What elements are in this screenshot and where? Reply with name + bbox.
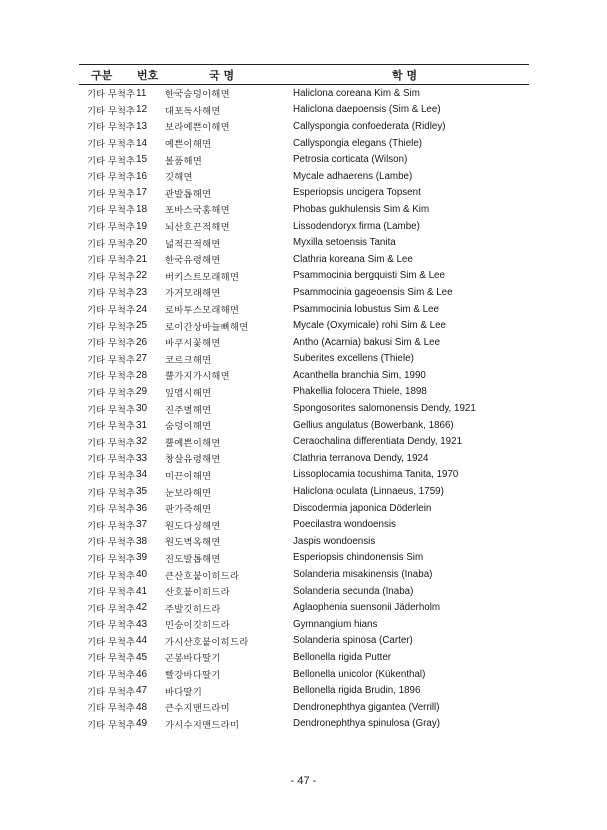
table-row <box>79 85 529 102</box>
korean-name-cell: 큰산호붙이히드라 <box>165 570 240 582</box>
category-cell: 기타 무척추 <box>87 305 135 317</box>
number-cell: 49 <box>136 718 148 730</box>
category-cell: 기타 무척추 <box>87 139 135 151</box>
number-cell: 31 <box>136 419 148 431</box>
number-cell: 33 <box>136 452 148 464</box>
korean-name-cell: 로이간상바늘뼈해면 <box>165 321 249 333</box>
category-cell: 기타 무척추 <box>87 520 135 532</box>
number-cell: 14 <box>136 137 148 149</box>
scientific-name-cell: Poecilastra wondoensis <box>293 519 396 531</box>
number-cell: 38 <box>136 535 148 547</box>
table-row <box>79 234 529 251</box>
category-cell: 기타 무척추 <box>87 288 135 300</box>
table-row <box>79 218 529 235</box>
scientific-name-cell: Gymnangium hians <box>293 618 378 630</box>
table-row <box>79 201 529 218</box>
scientific-name-cell: Clathria terranova Dendy, 1924 <box>293 452 429 464</box>
scientific-name-cell: Gellius angulatus (Bowerbank, 1866) <box>293 419 454 431</box>
korean-name-cell: 뇌산호끈적해면 <box>165 222 230 234</box>
table-row <box>79 467 529 484</box>
number-cell: 37 <box>136 519 148 531</box>
number-cell: 18 <box>136 203 148 215</box>
category-cell: 기타 무척추 <box>87 338 135 350</box>
category-cell: 기타 무척추 <box>87 387 135 399</box>
category-cell: 기타 무척추 <box>87 122 135 134</box>
korean-name-cell: 판가죽해면 <box>165 504 212 516</box>
category-cell: 기타 무척추 <box>87 321 135 333</box>
korean-name-cell: 한국숨덩이해면 <box>165 89 230 101</box>
header-number: 번호 <box>136 65 160 85</box>
number-cell: 48 <box>136 701 148 713</box>
number-cell: 16 <box>136 170 148 182</box>
scientific-name-cell: Acanthella branchia Sim, 1990 <box>293 369 426 381</box>
number-cell: 17 <box>136 187 148 199</box>
korean-name-cell: 버키스트모래해면 <box>165 271 240 283</box>
korean-name-cell: 보라예쁜이해면 <box>165 122 230 134</box>
number-cell: 35 <box>136 486 148 498</box>
category-cell: 기타 무척추 <box>87 636 135 648</box>
scientific-name-cell: Callyspongia elegans (Thiele) <box>293 137 423 149</box>
category-cell: 기타 무척추 <box>87 271 135 283</box>
number-cell: 22 <box>136 270 148 282</box>
number-cell: 28 <box>136 369 148 381</box>
korean-name-cell: 원도벽옥해면 <box>165 537 221 549</box>
number-cell: 47 <box>136 685 148 697</box>
scientific-name-cell: Psammocinia lobustus Sim & Lee <box>293 303 439 315</box>
category-cell: 기타 무척추 <box>87 437 135 449</box>
korean-name-cell: 포바스국홈해면 <box>165 205 230 217</box>
table-row <box>79 317 529 334</box>
number-cell: 15 <box>136 154 148 166</box>
scientific-name-cell: Solanderia secunda (Inaba) <box>293 585 414 597</box>
table-row <box>79 550 529 567</box>
table-row <box>79 516 529 533</box>
category-cell: 기타 무척추 <box>87 188 135 200</box>
category-cell: 기타 무척추 <box>87 487 135 499</box>
number-cell: 39 <box>136 552 148 564</box>
scientific-name-cell: Ceraochalina differentiata Dendy, 1921 <box>293 436 463 448</box>
scientific-name-cell: Dendronephthya spinulosa (Gray) <box>293 718 441 730</box>
table-row <box>79 168 529 185</box>
scientific-name-cell: Mycale adhaerens (Lambe) <box>293 170 413 182</box>
header-row <box>79 65 529 85</box>
scientific-name-cell: Jaspis wondoensis <box>293 535 376 547</box>
korean-name-cell: 창살유령해면 <box>165 454 221 466</box>
species-table <box>79 64 529 732</box>
category-cell: 기타 무척추 <box>87 470 135 482</box>
table-row <box>79 400 529 417</box>
number-cell: 19 <box>136 220 148 232</box>
table-row <box>79 649 529 666</box>
category-cell: 기타 무척추 <box>87 537 135 549</box>
korean-name-cell: 로바투스모래해면 <box>165 305 240 317</box>
category-cell: 기타 무척추 <box>87 404 135 416</box>
category-cell: 기타 무척추 <box>87 703 135 715</box>
scientific-name-cell: Esperiopsis uncigera Topsent <box>293 187 421 199</box>
table-row <box>79 433 529 450</box>
number-cell: 40 <box>136 569 148 581</box>
table-row <box>79 268 529 285</box>
scientific-name-cell: Haliclona oculata (Linnaeus, 1759) <box>293 486 444 498</box>
number-cell: 13 <box>136 120 148 132</box>
table-row <box>79 301 529 318</box>
table-header <box>79 65 529 85</box>
species-list-sheet <box>79 64 529 732</box>
table-row <box>79 699 529 716</box>
scientific-name-cell: Suberites excellens (Thiele) <box>293 353 414 365</box>
korean-name-cell: 미끈이해면 <box>165 470 212 482</box>
table-row <box>79 583 529 600</box>
scientific-name-cell: Myxilla setoensis Tanita <box>293 237 396 249</box>
scientific-name-cell: Phakellia folocera Thiele, 1898 <box>293 386 427 398</box>
table-row <box>79 450 529 467</box>
category-cell: 기타 무척추 <box>87 255 135 267</box>
korean-name-cell: 가시수지맨드라미 <box>165 719 240 731</box>
scientific-name-cell: Spongosorites salomonensis Dendy, 1921 <box>293 403 476 415</box>
table-row <box>79 483 529 500</box>
category-cell: 기타 무척추 <box>87 172 135 184</box>
korean-name-cell: 숨덩이해면 <box>165 421 212 433</box>
category-cell: 기타 무척추 <box>87 105 135 117</box>
header-korean-name: 국 명 <box>160 65 288 85</box>
scientific-name-cell: Mycale (Oxymicale) rohi Sim & Lee <box>293 320 446 332</box>
number-cell: 43 <box>136 618 148 630</box>
number-cell: 26 <box>136 336 148 348</box>
number-cell: 30 <box>136 403 148 415</box>
scientific-name-cell: Bellonella rigida Brudin, 1896 <box>293 685 421 697</box>
table-row <box>79 284 529 301</box>
number-cell: 21 <box>136 253 148 265</box>
number-cell: 44 <box>136 635 148 647</box>
number-cell: 24 <box>136 303 148 315</box>
korean-name-cell: 코르크해면 <box>165 354 212 366</box>
scientific-name-cell: Haliclona daepoensis (Sim & Lee) <box>293 104 441 116</box>
number-cell: 45 <box>136 651 148 663</box>
scientific-name-cell: Clathria koreana Sim & Lee <box>293 253 413 265</box>
table-row <box>79 135 529 152</box>
category-cell: 기타 무척추 <box>87 371 135 383</box>
category-cell: 기타 무척추 <box>87 238 135 250</box>
korean-name-cell: 눈보라해면 <box>165 487 212 499</box>
table-row <box>79 533 529 550</box>
table-body <box>79 85 529 733</box>
number-cell: 27 <box>136 353 148 365</box>
scientific-name-cell: Bellonella rigida Putter <box>293 651 392 663</box>
number-cell: 41 <box>136 585 148 597</box>
scientific-name-cell: Psammocinia gageoensis Sim & Lee <box>293 286 453 298</box>
table-row <box>79 151 529 168</box>
korean-name-cell: 진도발톱해면 <box>165 553 221 565</box>
table-row <box>79 417 529 434</box>
table-row <box>79 102 529 119</box>
number-cell: 42 <box>136 602 148 614</box>
korean-name-cell: 넓적끈적해면 <box>165 238 221 250</box>
number-cell: 25 <box>136 320 148 332</box>
scientific-name-cell: Petrosia corticata (Wilson) <box>293 154 408 166</box>
korean-name-cell: 가거모래해면 <box>165 288 221 300</box>
number-cell: 34 <box>136 469 148 481</box>
table-row <box>79 682 529 699</box>
table-row <box>79 384 529 401</box>
korean-name-cell: 바다딸기 <box>165 686 203 698</box>
scientific-name-cell: Antho (Acarnia) bakusi Sim & Lee <box>293 336 441 348</box>
korean-name-cell: 뿔가지가시해면 <box>165 371 230 383</box>
table-row <box>79 500 529 517</box>
table-row <box>79 185 529 202</box>
table-row <box>79 334 529 351</box>
korean-name-cell: 진주별해면 <box>165 404 212 416</box>
scientific-name-cell: Phobas gukhulensis Sim & Kim <box>293 203 430 215</box>
table-row <box>79 633 529 650</box>
number-cell: 12 <box>136 104 148 116</box>
korean-name-cell: 민숭이깃히드라 <box>165 620 230 632</box>
category-cell: 기타 무척추 <box>87 421 135 433</box>
category-cell: 기타 무척추 <box>87 354 135 366</box>
table-row <box>79 666 529 683</box>
category-cell: 기타 무척추 <box>87 620 135 632</box>
table-row <box>79 566 529 583</box>
table-row <box>79 118 529 135</box>
category-cell: 기타 무척추 <box>87 553 135 565</box>
category-cell: 기타 무척추 <box>87 222 135 234</box>
category-cell: 기타 무척추 <box>87 686 135 698</box>
table-row <box>79 351 529 368</box>
table-row <box>79 251 529 268</box>
table-row <box>79 367 529 384</box>
category-cell: 기타 무척추 <box>87 603 135 615</box>
table-row <box>79 616 529 633</box>
category-cell: 기타 무척추 <box>87 587 135 599</box>
scientific-name-cell: Lissodendoryx firma (Lambe) <box>293 220 420 232</box>
scientific-name-cell: Solanderia misakinensis (Inaba) <box>293 569 433 581</box>
korean-name-cell: 뿔예쁜이해면 <box>165 437 221 449</box>
korean-name-cell: 바쿠시꽃해면 <box>165 338 221 350</box>
table-row <box>79 599 529 616</box>
category-cell: 기타 무척추 <box>87 89 135 101</box>
category-cell: 기타 무척추 <box>87 670 135 682</box>
scientific-name-cell: Bellonella unicolor (Kükenthal) <box>293 668 426 680</box>
scientific-name-cell: Callyspongia confoederata (Ridley) <box>293 120 446 132</box>
korean-name-cell: 잎맵시해면 <box>165 387 212 399</box>
number-cell: 23 <box>136 286 148 298</box>
number-cell: 46 <box>136 668 148 680</box>
korean-name-cell: 예쁜이해면 <box>165 139 212 151</box>
category-cell: 기타 무척추 <box>87 205 135 217</box>
korean-name-cell: 주발깃히드라 <box>165 603 221 615</box>
korean-name-cell: 큰수지맨드라미 <box>165 703 230 715</box>
korean-name-cell: 곤봉바다딸기 <box>165 653 221 665</box>
category-cell: 기타 무척추 <box>87 454 135 466</box>
number-cell: 11 <box>136 87 147 99</box>
korean-name-cell: 빨강바다딸기 <box>165 670 221 682</box>
korean-name-cell: 관발톱해면 <box>165 188 212 200</box>
korean-name-cell: 산호붙이히드라 <box>165 587 230 599</box>
korean-name-cell: 한국유령해면 <box>165 255 221 267</box>
scientific-name-cell: Haliclona coreana Kim & Sim <box>293 87 420 99</box>
scientific-name-cell: Discodermia japonica Döderlein <box>293 502 432 514</box>
category-cell: 기타 무척추 <box>87 653 135 665</box>
category-cell: 기타 무척추 <box>87 504 135 516</box>
korean-name-cell: 깃해면 <box>165 172 193 184</box>
page-number: - 47 - <box>290 775 317 787</box>
table-row <box>79 716 529 733</box>
number-cell: 36 <box>136 502 148 514</box>
korean-name-cell: 원도다싱해면 <box>165 520 221 532</box>
korean-name-cell: 가시산호붙이히드라 <box>165 636 249 648</box>
korean-name-cell: 대포독사해면 <box>165 105 221 117</box>
korean-name-cell: 볼품해면 <box>165 155 203 167</box>
scientific-name-cell: Dendronephthya gigantea (Verrill) <box>293 701 440 713</box>
header-scientific-name: 학 명 <box>288 65 529 85</box>
scientific-name-cell: Lissoplocamia tocushima Tanita, 1970 <box>293 469 459 481</box>
category-cell: 기타 무척추 <box>87 570 135 582</box>
scientific-name-cell: Psammocinia bergquisti Sim & Lee <box>293 270 445 282</box>
number-cell: 29 <box>136 386 148 398</box>
category-cell: 기타 무척추 <box>87 155 135 167</box>
header-category: 구분 <box>79 65 136 85</box>
scientific-name-cell: Solanderia spinosa (Carter) <box>293 635 413 647</box>
category-cell: 기타 무척추 <box>87 719 135 731</box>
scientific-name-cell: Aglaophenia suensonii Jäderholm <box>293 602 441 614</box>
number-cell: 20 <box>136 237 148 249</box>
number-cell: 32 <box>136 436 148 448</box>
scientific-name-cell: Esperiopsis chindonensis Sim <box>293 552 424 564</box>
